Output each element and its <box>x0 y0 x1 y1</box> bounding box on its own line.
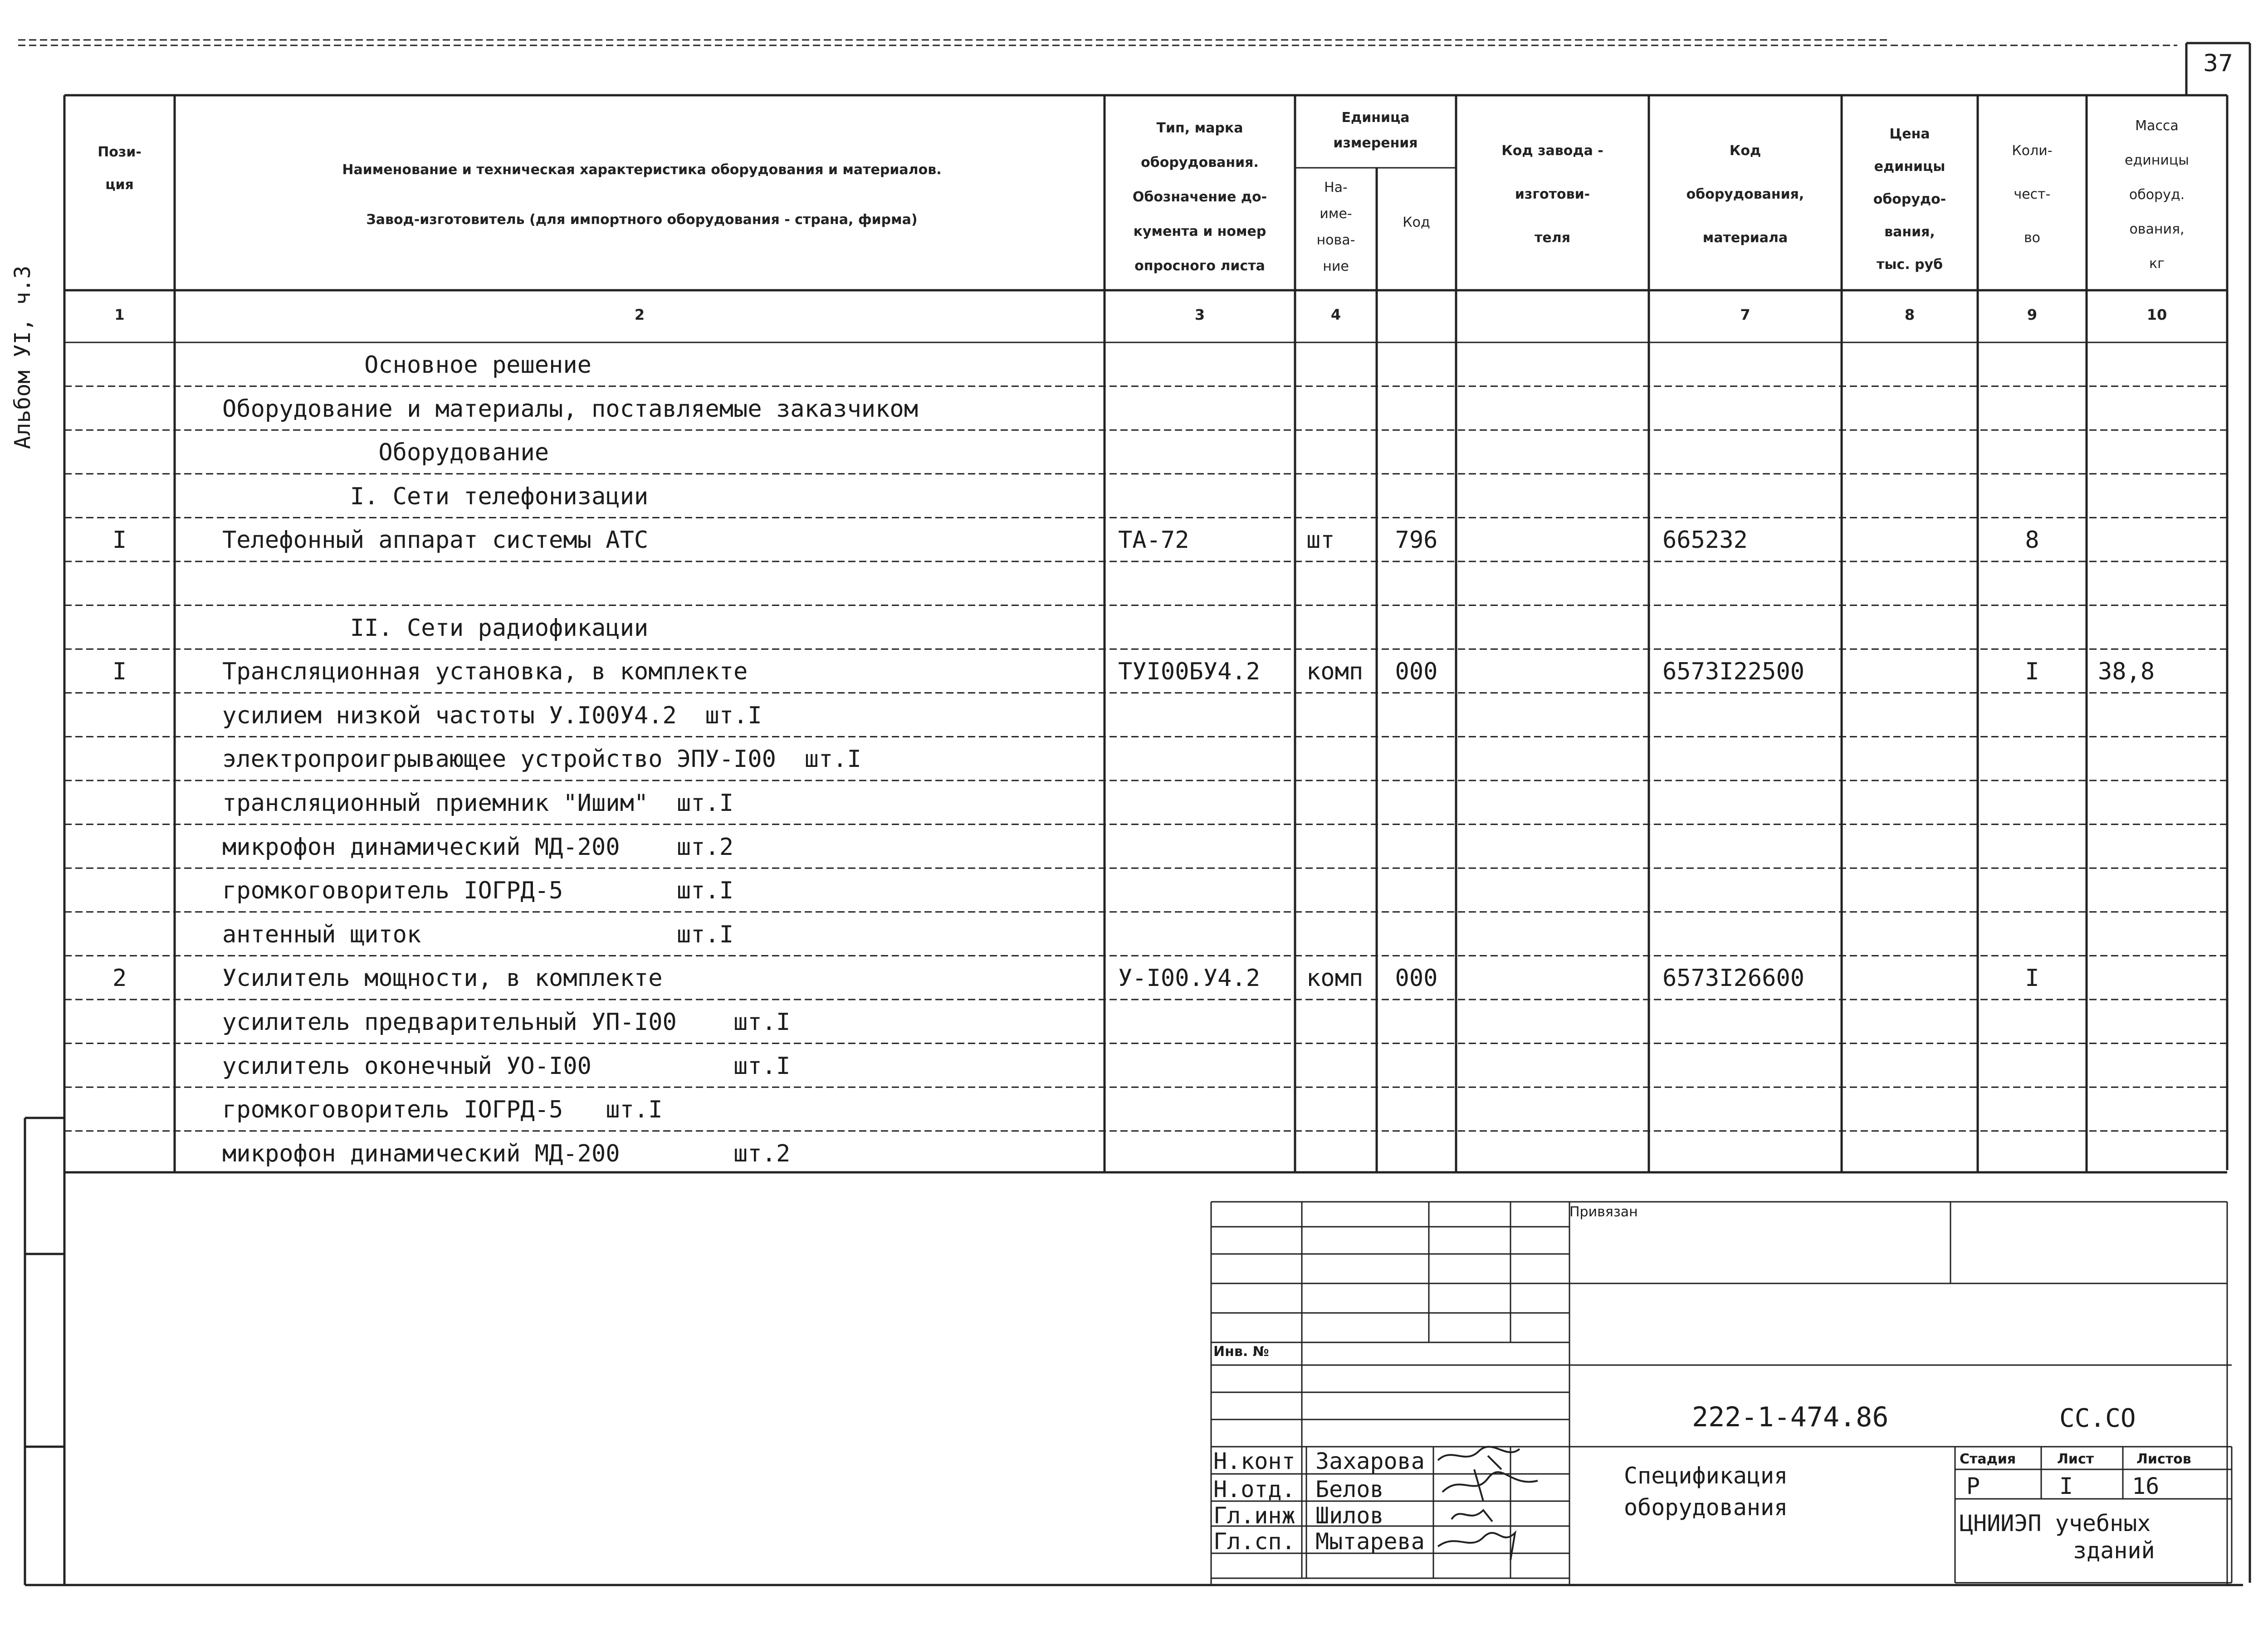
cell-mass: 38,8 <box>2098 658 2155 686</box>
cell-name: громкоговоритель IОГРД-5 шт.I <box>222 1096 663 1124</box>
stage-value: Р <box>1966 1473 1980 1499</box>
sheet-label: Лист <box>2057 1451 2094 1467</box>
cell-name: микрофон динамический МД-200 шт.2 <box>222 833 734 861</box>
page-number: 37 <box>2203 50 2234 77</box>
cell-name: усилитель предварительный УП-I00 шт.I <box>222 1009 791 1036</box>
cell-name: Оборудование и материалы, поставляемые заказчиком <box>222 395 919 423</box>
name-glsp: Мытарева <box>1315 1528 1425 1555</box>
cell-unit: комп <box>1306 965 1364 992</box>
name-nkont: Захарова <box>1315 1448 1425 1474</box>
column-number: 10 <box>2146 306 2167 323</box>
header-equipment-code: Код оборудования, материала <box>1686 143 1804 246</box>
column-number: 8 <box>1904 306 1915 323</box>
cell-pos: I <box>112 658 127 686</box>
inventory-label: Инв. № <box>1213 1344 1269 1360</box>
sheet-value: I <box>2059 1473 2073 1499</box>
document-code: 222-1-474.86 <box>1692 1401 1889 1433</box>
name-glinzh: Шилов <box>1315 1502 1384 1529</box>
cell-qty: I <box>2025 965 2039 992</box>
header-unit-name: На- име- нова- ние <box>1316 180 1355 274</box>
cell-name: усилитель оконечный УО-I00 шт.I <box>222 1052 791 1080</box>
document-title-line1: Спецификация <box>1624 1463 1788 1489</box>
cell-name: усилием низкой частоты У.I00У4.2 шт.I <box>222 702 762 729</box>
header-position: Пози- ция <box>98 144 142 193</box>
cell-qty: I <box>2025 658 2039 686</box>
header-mass: Масса единицы оборуд. ования, кг <box>2125 118 2189 272</box>
column-number: 9 <box>2027 306 2038 323</box>
column-number: 2 <box>634 306 645 323</box>
cell-name: громкоговоритель IОГРД-5 шт.I <box>222 877 734 905</box>
cell-name: Основное решение <box>222 351 591 379</box>
column-number: 1 <box>114 306 125 323</box>
header-quantity: Коли- чест- во <box>2012 143 2053 246</box>
cell-equip-code: 6573I22500 <box>1662 658 1805 686</box>
cell-type: ТУI00БУ4.2 <box>1118 658 1261 686</box>
document-title-line2: оборудования <box>1624 1494 1788 1521</box>
stage-label: Стадия <box>1960 1451 2016 1467</box>
cell-type: У-I00.У4.2 <box>1118 965 1261 992</box>
header-type: Тип, марка оборудования. Обозначение до- кумента и номер опросного листа <box>1132 120 1267 274</box>
column-number: 3 <box>1194 306 1205 323</box>
album-label: Альбом УІ, ч.3 <box>10 265 35 449</box>
set-code: СС.СО <box>2059 1404 2136 1433</box>
organization-line1: ЦНИИЭП учебных <box>1960 1510 2151 1536</box>
cell-name: трансляционный приемник "Ишим" шт.I <box>222 790 734 817</box>
privyazan-label: Привязан <box>1569 1204 1638 1220</box>
cell-qty: 8 <box>2025 527 2039 554</box>
cell-name: Телефонный аппарат системы АТС <box>222 527 649 554</box>
cell-name: микрофон динамический МД-200 шт.2 <box>222 1140 791 1167</box>
sheets-value: 16 <box>2132 1473 2160 1499</box>
cell-equip-code: 665232 <box>1662 527 1748 554</box>
role-nkont: Н.конт <box>1213 1448 1295 1474</box>
role-notd: Н.отд. <box>1213 1476 1295 1502</box>
organization-line2: зданий <box>2073 1537 2155 1564</box>
cell-name: II. Сети радиофикации <box>222 614 649 642</box>
cell-code: 796 <box>1395 527 1438 554</box>
column-number: 7 <box>1740 306 1750 323</box>
cell-name: антенный щиток шт.I <box>222 921 734 948</box>
name-notd: Белов <box>1315 1476 1384 1502</box>
cell-unit: комп <box>1306 658 1364 686</box>
cell-equip-code: 6573I26600 <box>1662 965 1805 992</box>
cell-pos: I <box>112 527 127 554</box>
cell-name: I. Сети телефонизации <box>222 483 649 510</box>
header-price: Цена единицы оборудо- вания, тыс. руб <box>1873 126 1946 273</box>
column-number: 4 <box>1330 306 1341 323</box>
cell-code: 000 <box>1395 658 1438 686</box>
header-name: Наименование и техническая характеристика оборудования и материалов. Завод-изготовитель (для импортного оборудования - страна, фирма) <box>342 162 942 228</box>
cell-name: Трансляционная установка, в комплекте <box>222 658 748 686</box>
cell-pos: 2 <box>112 965 127 992</box>
role-glsp: Гл.сп. <box>1213 1528 1295 1555</box>
signatures <box>1433 1442 1569 1578</box>
cell-name: электропроигрывающее устройство ЭПУ-I00 шт.I <box>222 746 861 773</box>
header-unit-group: Единица измерения <box>1333 110 1418 151</box>
header-unit-code: Код <box>1403 215 1430 230</box>
role-glinzh: Гл.инж <box>1213 1502 1295 1529</box>
sheets-label: Листов <box>2136 1451 2191 1467</box>
header-plant-code: Код завода - изготови- теля <box>1501 143 1603 246</box>
cell-code: 000 <box>1395 965 1438 992</box>
cell-type: ТА-72 <box>1118 527 1189 554</box>
cell-name: Усилитель мощности, в комплекте <box>222 965 663 992</box>
cell-unit: шт <box>1306 527 1335 554</box>
cell-name: Оборудование <box>222 439 549 467</box>
